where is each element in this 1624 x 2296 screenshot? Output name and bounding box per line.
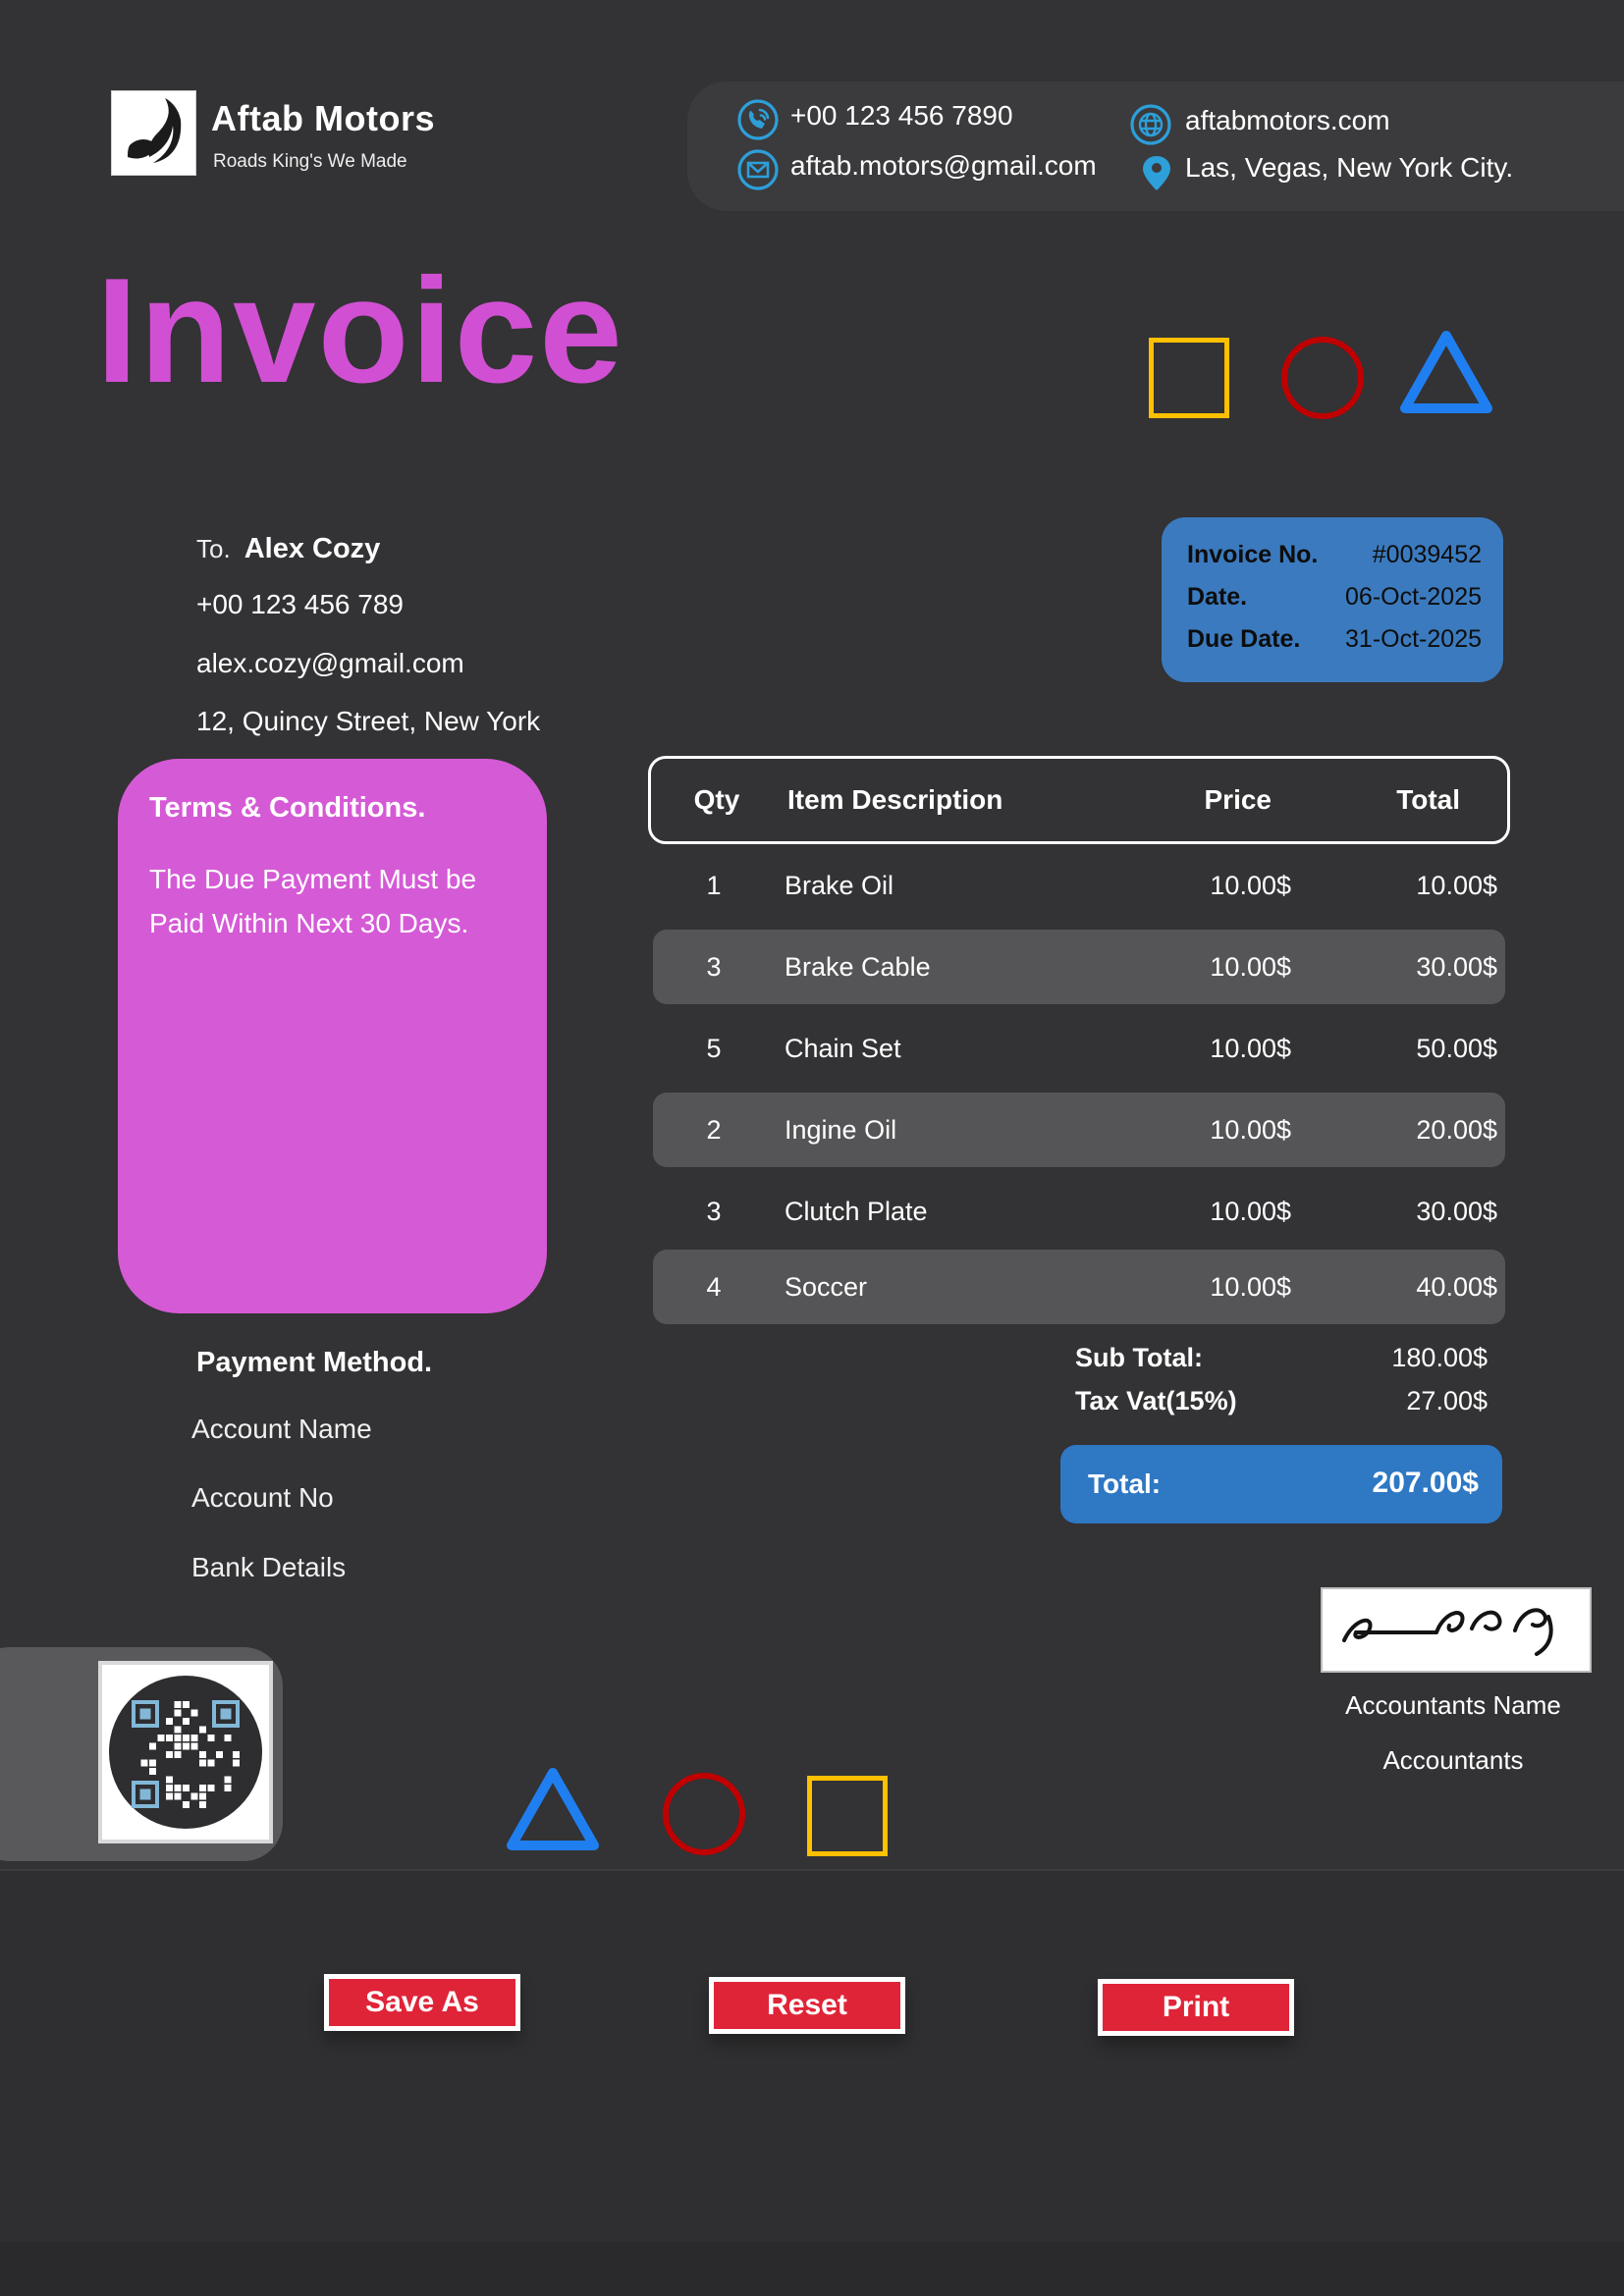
invoice-number-label: Invoice No. xyxy=(1187,541,1319,568)
table-row xyxy=(653,1174,1505,1249)
bill-to-name: Alex Cozy xyxy=(244,533,381,564)
page-seam-divider xyxy=(0,1869,1624,1871)
payment-method-title: Payment Method. xyxy=(196,1347,433,1378)
subtotal-value: 180.00$ xyxy=(1391,1343,1488,1372)
deco-circle-bottom xyxy=(663,1773,745,1855)
cell-total: 30.00$ xyxy=(1416,952,1497,982)
company-logo xyxy=(111,90,196,176)
tax-value: 27.00$ xyxy=(1406,1386,1488,1415)
table-header-row xyxy=(648,756,1510,844)
bill-to-label: To. xyxy=(196,534,231,563)
invoice-date-row xyxy=(1187,583,1482,616)
accountant-role-label: Accountants xyxy=(1382,1745,1524,1775)
invoice-number-row xyxy=(1187,541,1482,574)
table-row xyxy=(653,1093,1505,1167)
location-pin-icon xyxy=(1135,150,1178,193)
payment-bank-details: Bank Details xyxy=(191,1552,347,1582)
company-tagline: Roads King's We Made xyxy=(213,151,407,172)
totals-summary xyxy=(1060,1343,1502,1529)
cell-qty: 5 xyxy=(706,1034,722,1063)
cell-desc: Chain Set xyxy=(785,1034,901,1063)
invoice-due-label: Due Date. xyxy=(1187,625,1301,653)
company-address: Las, Vegas, New York City. xyxy=(1185,152,1514,183)
invoice-number-value: #0039452 xyxy=(1372,541,1482,568)
table-row xyxy=(653,848,1505,923)
invoice-due-value: 31-Oct-2025 xyxy=(1345,625,1482,653)
table-row xyxy=(653,1011,1505,1086)
cell-price: 10.00$ xyxy=(1210,1034,1291,1063)
terms-box xyxy=(118,759,547,1313)
items-table xyxy=(648,756,1510,1315)
bottom-background-band xyxy=(0,2242,1624,2296)
signature-image xyxy=(1321,1587,1592,1673)
cell-total: 20.00$ xyxy=(1416,1115,1497,1145)
cell-qty: 1 xyxy=(706,871,722,900)
company-email: aftab.motors@gmail.com xyxy=(790,150,1097,181)
bill-to-email: alex.cozy@gmail.com xyxy=(196,648,464,678)
invoice-due-row xyxy=(1187,625,1482,659)
cell-qty: 4 xyxy=(706,1272,722,1302)
grand-total-value: 207.00$ xyxy=(1372,1467,1479,1499)
col-header-price: Price xyxy=(1204,784,1272,815)
bill-to-row xyxy=(196,533,380,565)
page-title: Invoice xyxy=(96,247,624,414)
lower-background-band xyxy=(0,1871,1624,2296)
header-contact-panel xyxy=(687,81,1624,211)
phone-icon xyxy=(736,98,780,141)
terms-body: The Due Payment Must be Paid Within Next 30 Days. xyxy=(149,864,477,938)
subtotal-row xyxy=(1075,1343,1488,1378)
cell-total: 50.00$ xyxy=(1416,1034,1497,1063)
cell-qty: 3 xyxy=(706,952,722,982)
bill-to-phone: +00 123 456 789 xyxy=(196,589,404,619)
invoice-info-box xyxy=(1162,517,1503,682)
cell-price: 10.00$ xyxy=(1210,952,1291,982)
save-as-button[interactable]: Save As xyxy=(324,1974,520,2031)
cell-qty: 2 xyxy=(706,1115,722,1145)
table-row xyxy=(653,1250,1505,1324)
invoice-date-value: 06-Oct-2025 xyxy=(1345,583,1482,611)
subtotal-label: Sub Total: xyxy=(1075,1343,1203,1372)
grand-total-box xyxy=(1060,1445,1502,1523)
deco-triangle-bottom xyxy=(506,1765,600,1858)
tax-row xyxy=(1075,1386,1488,1421)
invoice-date-label: Date. xyxy=(1187,583,1248,611)
company-name: Aftab Motors xyxy=(211,98,435,138)
company-website: aftabmotors.com xyxy=(1185,105,1390,135)
flame-logo-icon xyxy=(122,96,187,170)
cell-price: 10.00$ xyxy=(1210,871,1291,900)
company-phone: +00 123 456 7890 xyxy=(790,100,1013,131)
deco-triangle-top xyxy=(1399,328,1493,421)
deco-circle-top xyxy=(1281,337,1364,419)
tax-label: Tax Vat(15%) xyxy=(1075,1386,1237,1415)
cell-desc: Clutch Plate xyxy=(785,1197,928,1226)
col-header-qty: Qty xyxy=(693,784,740,815)
cell-desc: Soccer xyxy=(785,1272,868,1302)
cell-desc: Brake Cable xyxy=(785,952,931,982)
qr-code xyxy=(98,1661,273,1843)
cell-desc: Brake Oil xyxy=(785,871,894,900)
payment-account-name: Account Name xyxy=(191,1414,372,1444)
grand-total-label: Total: xyxy=(1088,1468,1162,1499)
cell-total: 10.00$ xyxy=(1416,871,1497,900)
print-button[interactable]: Print xyxy=(1098,1979,1294,2036)
cell-price: 10.00$ xyxy=(1210,1272,1291,1302)
deco-square-bottom xyxy=(807,1776,888,1856)
globe-icon xyxy=(1129,103,1172,146)
payment-account-no: Account No xyxy=(191,1482,334,1513)
cell-desc: Ingine Oil xyxy=(785,1115,897,1145)
bill-to-address: 12, Quincy Street, New York xyxy=(196,706,541,736)
cell-price: 10.00$ xyxy=(1210,1115,1291,1145)
cell-total: 40.00$ xyxy=(1416,1272,1497,1302)
table-row xyxy=(653,930,1505,1004)
accountant-name-label: Accountants Name xyxy=(1345,1690,1561,1720)
deco-square-top xyxy=(1149,338,1229,418)
terms-title: Terms & Conditions. xyxy=(149,792,426,824)
col-header-total: Total xyxy=(1396,784,1460,815)
cell-price: 10.00$ xyxy=(1210,1197,1291,1226)
mail-icon xyxy=(736,148,780,191)
cell-total: 30.00$ xyxy=(1416,1197,1497,1226)
col-header-desc: Item Description xyxy=(787,784,1003,815)
cell-qty: 3 xyxy=(706,1197,722,1226)
reset-button[interactable]: Reset xyxy=(709,1977,905,2034)
